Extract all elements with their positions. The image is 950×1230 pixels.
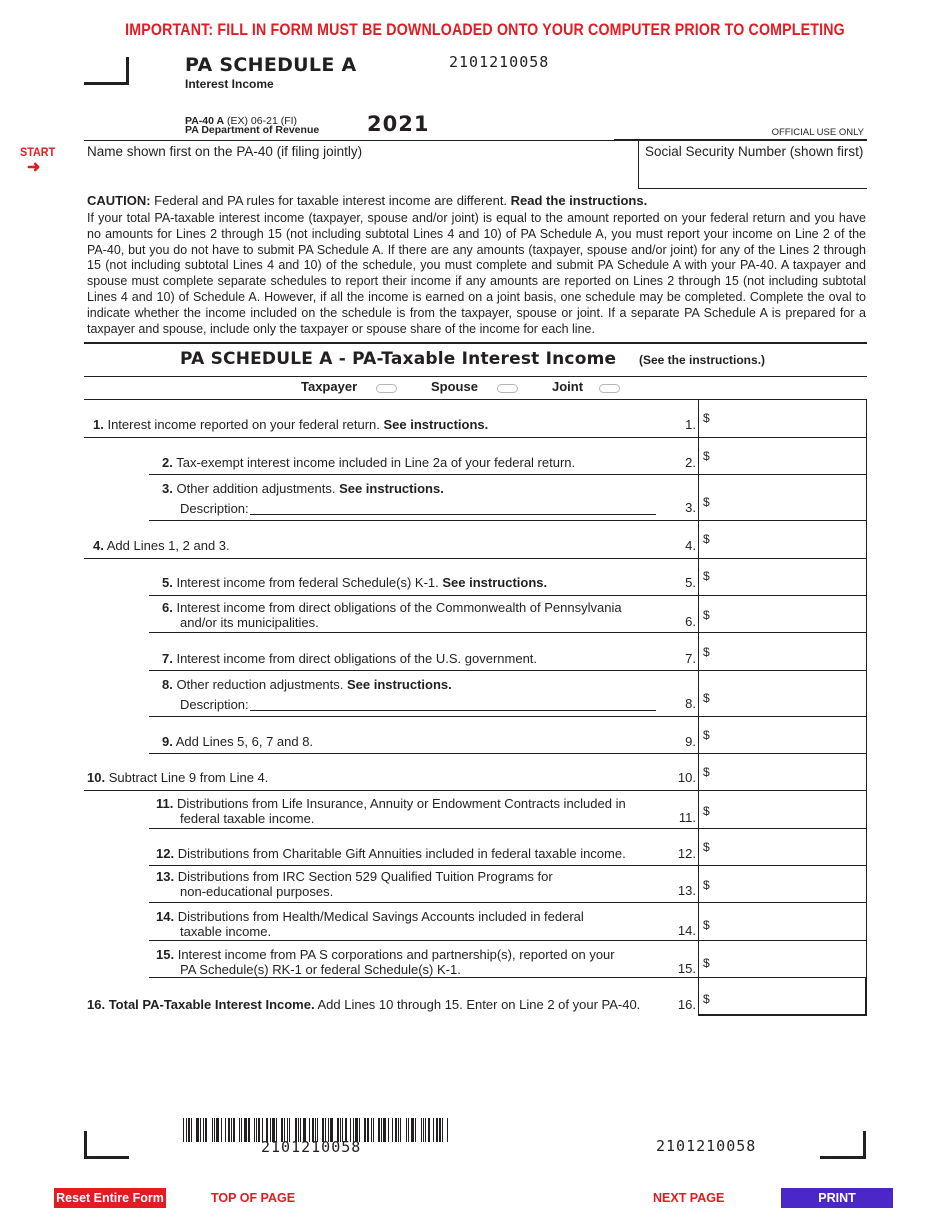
line-11-amount-input[interactable] — [712, 793, 864, 826]
rule-row-3 — [149, 520, 867, 521]
line-8-amount-input[interactable] — [712, 673, 864, 714]
line-13-text-2: non-educational purposes. — [180, 884, 334, 899]
line-16-dollar: $ — [703, 992, 710, 1006]
line-11-ref: 11. — [678, 810, 696, 825]
line-8-text — [162, 677, 452, 692]
corner-mark-bottom-right — [820, 1131, 866, 1159]
amount-16-right — [865, 977, 867, 1015]
line-15-dollar: $ — [703, 956, 710, 970]
line-number: 8. — [162, 677, 173, 692]
line-number: 13. — [156, 869, 175, 884]
line-15-ref: 15. — [677, 961, 696, 976]
taxpayer-oval[interactable] — [376, 384, 397, 393]
rule-row-7 — [149, 670, 867, 671]
line-1-label: Interest income reported on your federal return. — [107, 417, 384, 432]
line-number: 3. — [162, 481, 173, 496]
line-number: 1. — [93, 417, 104, 432]
form-code-bottom: 2101210058 — [656, 1137, 757, 1155]
line-14-text-2: taxable income. — [180, 924, 272, 939]
line-number: 11. — [156, 796, 174, 811]
line-3-ref: 3. — [685, 500, 696, 515]
rule-section-top — [84, 342, 867, 344]
official-use-label: OFFICIAL USE ONLY — [771, 127, 864, 138]
line-10-ref: 10. — [677, 770, 696, 785]
line-4-text — [93, 538, 230, 553]
line-5-amount-input[interactable] — [712, 561, 864, 593]
corner-mark-top-left — [84, 57, 129, 85]
caution-body: Federal and PA rules for taxable interest income are different. — [150, 193, 511, 208]
line-6-ref: 6. — [685, 614, 696, 629]
line-14-label: Distributions from Health/Medical Savings Accounts included in federal — [177, 909, 584, 924]
ssn-field-label: Social Security Number (shown first) — [645, 144, 864, 159]
line-11-label: Distributions from Life Insurance, Annuity or Endowment Contracts included in — [176, 796, 626, 811]
caution-text — [87, 193, 647, 208]
department-name: PA Department of Revenue — [185, 124, 320, 136]
line-6-amount-input[interactable] — [712, 598, 864, 630]
line-2-amount-input[interactable] — [712, 440, 864, 472]
line-11-text-2: federal taxable income. — [180, 811, 315, 826]
joint-label: Joint — [552, 379, 584, 394]
caution-bold-2: Read the instructions. — [510, 193, 648, 208]
next-page-link[interactable]: NEXT PAGE — [653, 1191, 725, 1205]
line-1-text — [93, 417, 488, 432]
line-1-dollar: $ — [703, 411, 710, 425]
line-16-text — [87, 997, 640, 1012]
line-13-text — [156, 869, 553, 884]
line-2-label: Tax-exempt interest income included in Line 2a of your federal return. — [176, 455, 576, 470]
line-number: 12. — [156, 846, 175, 861]
line-14-text — [156, 909, 584, 924]
line-8-ref: 8. — [685, 696, 696, 711]
line-9-text — [162, 734, 313, 749]
name-field-label: Name shown first on the PA-40 (if filing jointly) — [87, 144, 363, 159]
taxpayer-label: Taxpayer — [301, 379, 358, 394]
line-number: 14. — [156, 909, 175, 924]
line-2-text — [162, 455, 575, 470]
rule-ssn-bottom — [638, 188, 867, 189]
line-number: 16. — [87, 997, 106, 1012]
line-3-amount-input[interactable] — [712, 477, 864, 518]
line-11-dollar: $ — [703, 804, 710, 818]
line-number: 6. — [162, 600, 173, 615]
rule-row-11 — [149, 828, 867, 829]
line-14-ref: 14. — [677, 923, 696, 938]
line-3-label: Other addition adjustments. — [176, 481, 340, 496]
rule-row-4 — [84, 558, 867, 559]
rule-row-12 — [149, 865, 867, 866]
line-16-label: Add Lines 10 through 15. Enter on Line 2 of your PA-40. — [314, 997, 641, 1012]
barcode-number: 2101210058 — [261, 1138, 362, 1156]
amount-column-right — [866, 399, 867, 1015]
line-12-label: Distributions from Charitable Gift Annuities included in federal taxable income. — [177, 846, 626, 861]
line-11-text — [156, 796, 626, 811]
line-15-label: Interest income from PA S corporations and partnership(s), reported on your — [177, 947, 615, 962]
line-5-label: Interest income from federal Schedule(s) K-1. — [176, 575, 443, 590]
line-number: 9. — [162, 734, 173, 749]
line-2-dollar: $ — [703, 449, 710, 463]
reset-form-button[interactable]: Reset Entire Form — [54, 1188, 166, 1208]
line-6-text-2: and/or its municipalities. — [180, 615, 319, 630]
rule-row-2 — [149, 474, 867, 475]
line-12-ref: 12. — [677, 846, 696, 861]
schedule-subtitle: Interest Income — [185, 77, 274, 91]
line-number: 7. — [162, 651, 173, 666]
rule-ssn-divider — [638, 140, 639, 189]
ssn-field[interactable] — [641, 160, 865, 186]
spouse-oval[interactable] — [497, 384, 518, 393]
rule-row-5 — [149, 595, 867, 596]
section-note: (See the instructions.) — [639, 353, 766, 367]
rule-name-top — [84, 140, 867, 141]
line-3-text — [162, 481, 444, 496]
corner-mark-bottom-left — [84, 1131, 129, 1159]
line-10-dollar: $ — [703, 765, 710, 779]
line-7-text — [162, 651, 537, 666]
line-9-ref: 9. — [685, 734, 696, 749]
line-5-bold: See instructions. — [442, 575, 548, 590]
line-12-text — [156, 846, 626, 861]
rule-lines-top — [84, 399, 867, 400]
line-3-dollar: $ — [703, 495, 710, 509]
line-2-ref: 2. — [685, 455, 696, 470]
line-number: 2. — [162, 455, 173, 470]
line-16-ref: 16. — [677, 997, 696, 1012]
amount-column-left — [698, 399, 699, 1015]
line-14-dollar: $ — [703, 918, 710, 932]
line-15-amount-input[interactable] — [712, 943, 864, 975]
line-15-text-2: PA Schedule(s) RK-1 or federal Schedule(s) K-1. — [180, 962, 461, 977]
form-code: 2101210058 — [449, 53, 550, 71]
line-9-label: Add Lines 5, 6, 7 and 8. — [175, 734, 314, 749]
important-banner: IMPORTANT: FILL IN FORM MUST BE DOWNLOADED ONTO YOUR COMPUTER PRIOR TO COMPLETING — [125, 21, 845, 39]
line-16-bold: Total PA-Taxable Interest Income. — [108, 997, 315, 1012]
section-title: PA SCHEDULE A - PA-Taxable Interest Income — [180, 349, 617, 369]
line-8-dollar: $ — [703, 691, 710, 705]
line-13-dollar: $ — [703, 878, 710, 892]
instructions-paragraph: If your total PA-taxable interest income (taxpayer, spouse and/or joint) is equal to the amount reported on your federal return and you have no amounts for Lines 2 through 15 (not including subtotal Lines 4 and 10) of PA Schedule A, you must report your income on Line 2 of the PA-40, but you do not have to submit PA Schedule A. If there are any amounts (taxpayer, spouse and/or joint) for any of the Lines 2 through 15 (not including subtotal Lines 4 and 10) of the schedule, you must complete and submit PA Schedule A with your PA-40. A taxpayer and spouse must complete separate schedules to report their income if any amounts are reported on Lines 2 through 15 (not including subtotal Lines 4 and 10) of Schedule A. However, if all the income is earned on a joint basis, one schedule may be completed. Complete the oval to indicate whether the income included on the schedule is from the taxpayer, spouse or joint. If a separate PA Schedule A is prepared for a taxpayer and spouse, include only the taxpayer or spouse share of the income for each line. — [87, 211, 866, 336]
line-4-dollar: $ — [703, 532, 710, 546]
line-10-amount-input[interactable] — [712, 756, 864, 788]
line-3-bold: See instructions. — [339, 481, 444, 496]
line-13-ref: 13. — [677, 883, 696, 898]
print-button[interactable]: PRINT — [781, 1188, 893, 1208]
line-10-text — [87, 770, 268, 785]
line-number: 10. — [87, 770, 106, 785]
rule-section-bottom — [84, 376, 867, 377]
line-14-amount-input[interactable] — [712, 905, 864, 938]
rule-row-10 — [84, 790, 867, 791]
line-5-dollar: $ — [703, 569, 710, 583]
line-12-dollar: $ — [703, 840, 710, 854]
line-10-label: Subtract Line 9 from Line 4. — [108, 770, 269, 785]
start-label: START — [20, 145, 56, 159]
line-13-label: Distributions from IRC Section 529 Qualified Tuition Programs for — [177, 869, 553, 884]
line-3-description-label: Description: — [180, 501, 249, 516]
line-5-ref: 5. — [685, 575, 696, 590]
line-9-dollar: $ — [703, 728, 710, 742]
form-id-bold: PA-40 A — [185, 115, 225, 127]
line-number: 15. — [156, 947, 175, 962]
line-3-description-input[interactable] — [250, 514, 656, 515]
line-1-ref: 1. — [685, 417, 696, 432]
line-5-text — [162, 575, 547, 590]
line-6-label: Interest income from direct obligations of the Commonwealth of Pennsylvania — [176, 600, 622, 615]
rule-row-14 — [149, 940, 867, 941]
line-4-label: Add Lines 1, 2 and 3. — [106, 538, 230, 553]
name-field[interactable] — [86, 160, 636, 186]
line-12-amount-input[interactable] — [712, 831, 864, 863]
schedule-title: PA SCHEDULE A — [185, 54, 357, 76]
line-8-label: Other reduction adjustments. — [176, 677, 347, 692]
line-13-amount-input[interactable] — [712, 868, 864, 900]
line-8-description-input[interactable] — [250, 710, 656, 711]
line-15-text — [156, 947, 615, 962]
line-7-dollar: $ — [703, 645, 710, 659]
line-6-dollar: $ — [703, 608, 710, 622]
rule-row-6 — [149, 632, 867, 633]
line-number: 5. — [162, 575, 173, 590]
rule-row-13 — [149, 902, 867, 903]
joint-oval[interactable] — [599, 384, 620, 393]
top-of-page-link[interactable]: TOP OF PAGE — [211, 1191, 296, 1205]
rule-row-1 — [84, 437, 867, 438]
line-16-amount-input[interactable] — [712, 980, 862, 1012]
line-4-ref: 4. — [685, 538, 696, 553]
line-6-text — [162, 600, 622, 615]
caution-bold: CAUTION: — [87, 193, 151, 208]
rule-row-8 — [149, 716, 867, 717]
tax-year: 2021 — [367, 112, 430, 136]
rule-row-9 — [149, 753, 867, 754]
line-4-amount-input[interactable] — [712, 523, 864, 556]
line-8-description-label: Description: — [180, 697, 249, 712]
line-7-label: Interest income from direct obligations of the U.S. government. — [176, 651, 538, 666]
line-number: 4. — [93, 538, 104, 553]
line-7-ref: 7. — [685, 651, 696, 666]
start-arrow-icon: ➜ — [27, 159, 41, 176]
line-1-bold: See instructions. — [383, 417, 489, 432]
line-7-amount-input[interactable] — [712, 635, 864, 668]
line-9-amount-input[interactable] — [712, 719, 864, 751]
spouse-label: Spouse — [431, 379, 478, 394]
line-8-bold: See instructions. — [347, 677, 452, 692]
form-id-rest: (EX) 06-21 (FI) — [224, 115, 298, 127]
amount-16-bottom — [698, 1014, 867, 1016]
rule-row-15 — [149, 977, 867, 978]
line-1-amount-input[interactable] — [712, 402, 864, 435]
